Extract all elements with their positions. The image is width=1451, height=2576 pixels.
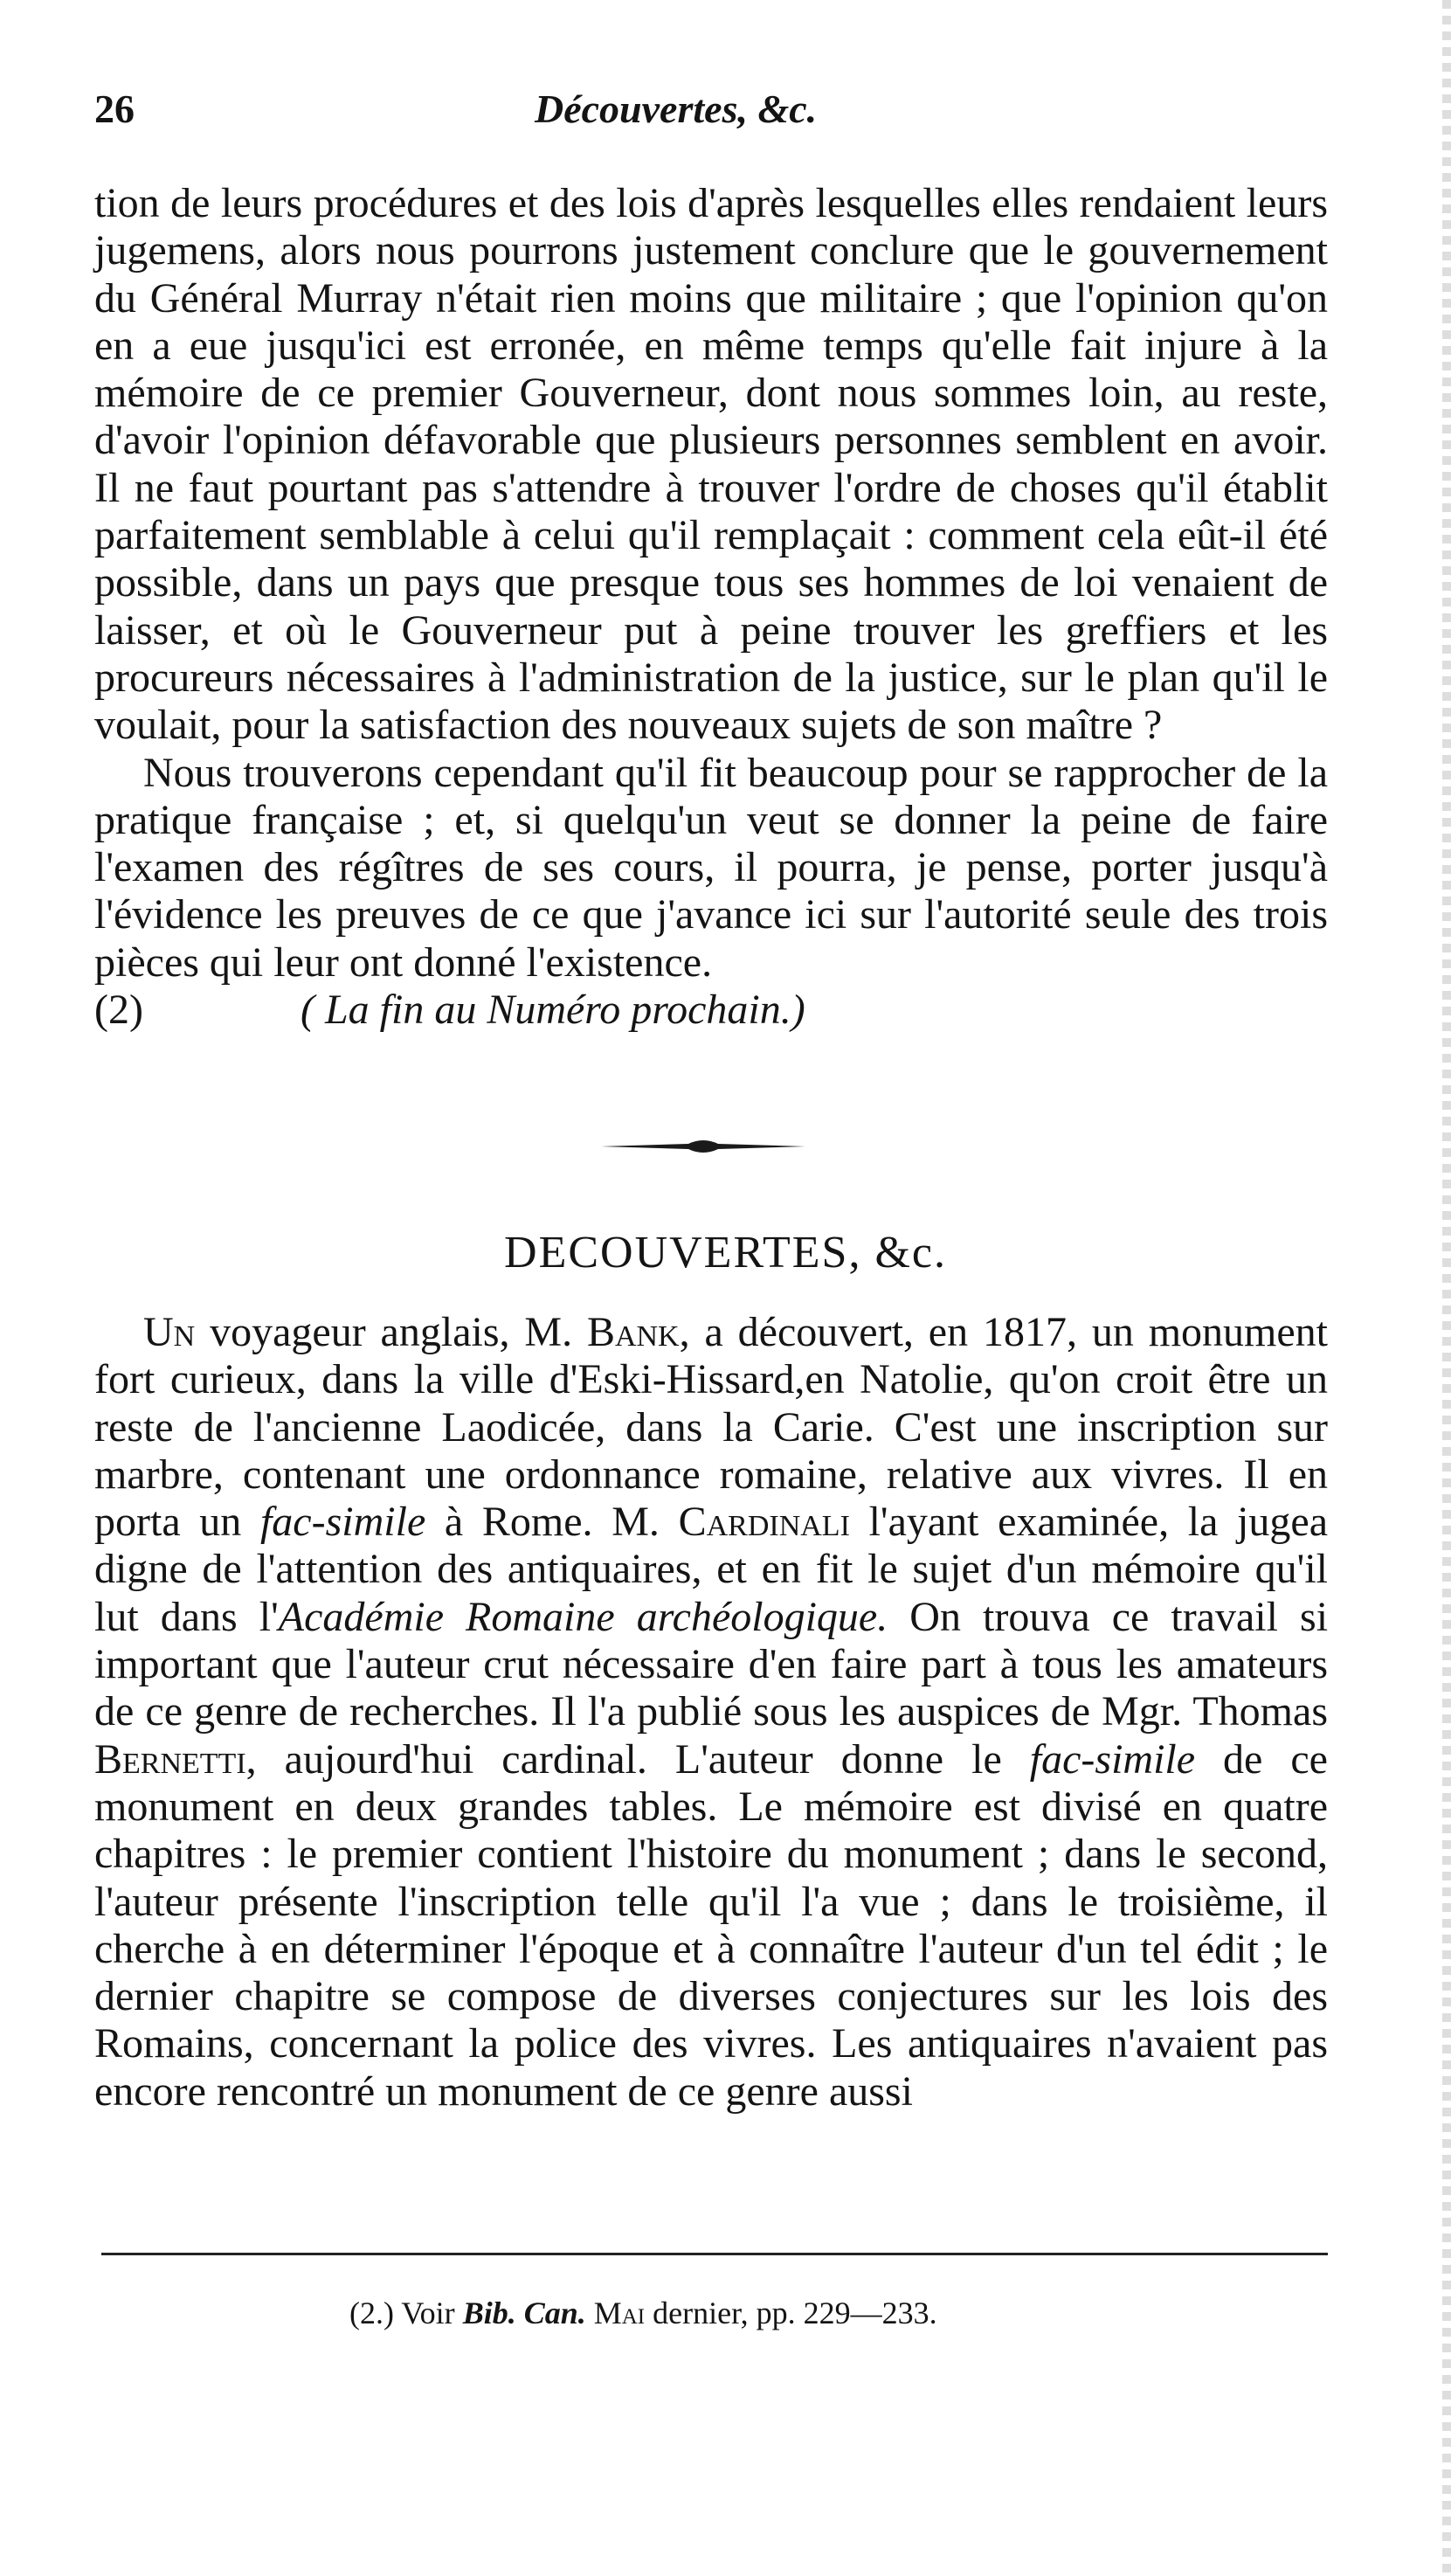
footnote-reference: (2) xyxy=(94,987,143,1034)
month-name: Mai xyxy=(593,2296,646,2330)
footnote-rule xyxy=(101,2253,1328,2255)
page-number: 26 xyxy=(94,87,135,131)
article-decouvertes xyxy=(94,1309,1328,2116)
paragraph: Nous trouverons cependant qu'il fit beaucoup pour se rapprocher de la pratique française ; et, si quelqu'un veut se donner la peine de faire l'examen des régîtres de ses cours, il pourra, je pense, porter jusqu'à l'évidence les preuves de ce que j'avance ici sur l'autorité seule des trois pièces qui leur ont donné l'existence. xyxy=(94,749,1328,986)
footnote: (2.) Voir Bib. Can. Mai dernier, pp. 229—233. xyxy=(349,2296,937,2330)
section-title: DECOUVERTES, &c. xyxy=(504,1228,947,1278)
person-name: Cardinali xyxy=(678,1499,850,1546)
page-header xyxy=(0,86,1451,147)
paragraph: Un voyageur anglais, M. Bank, a découvert, en 1817, un monument fort curieux, dans la ville d'Eski-Hissard,en Natolie, qu'on croit être un reste de l'ancienne Laodicée, dans la Carie. C'est une inscription sur marbre, contenant une ordonnance romaine, relative aux vivres. Il en porta un fac-simile à Rome. M. Cardinali l'ayant examinée, la jugea digne de l'attention des antiquaires, et en fit le sujet d'un mémoire qu'il lut dans l'Académie Romaine archéologique. On trouva ce travail si important que l'auteur crut nécessaire d'en faire part à tous les amateurs de ce genre de recherches. Il l'a publié sous les auspices de Mgr. Thomas Bernetti, aujourd'hui cardinal. L'auteur donne le fac-simile de ce monument en deux grandes tables. Le mémoire est divisé en quatre chapitres : le premier contient l'histoire du monument ; dans le second, l'auteur présente l'inscription telle qu'il l'a vue ; dans le troisième, il cherche à en déterminer l'époque et à connaître l'auteur d'un tel édit ; le dernier chapitre se compose de diverses conjectures sur les lois des Romains, concernant la police des vivres. Les antiquaires n'avaient pas encore rencontré un monument de ce genre aussi xyxy=(94,1309,1329,2115)
page-edge xyxy=(1442,0,1451,2576)
italic-term: fac-simile xyxy=(259,1499,426,1546)
opening-word: Un xyxy=(143,1309,196,1355)
person-name: Bank xyxy=(586,1309,680,1355)
continuation-note: ( La fin au Numéro prochain.) xyxy=(300,987,805,1034)
ornament-divider xyxy=(601,1134,805,1159)
paragraph: tion de leurs procédures et des lois d'après lesquelles elles rendaient leurs jugemens, alors nous pourrons justement conclure que le gouvernement du Général Murray n'était rien moins que militaire ; que l'opinion qu'on en a eue jusqu'ici est erronée, en même temps qu'elle fait injure à la mémoire de ce premier Gouverneur, dont nous sommes loin, au reste, d'avoir l'opinion défavorable que plusieurs personnes semblent en avoir. Il ne faut pourtant pas s'attendre à trouver l'ordre de choses qu'il établit parfaitement semblable à celui qu'il remplaçait : comment cela eût-il été possible, dans un pays que presque tous ses hommes de loi venaient de laisser, et où le Gouverneur put à peine trouver les greffiers et les procureurs nécessaires à l'administration de la justice, sur le plan qu'il le voulait, pour la satisfaction des nouveaux sujets de son maître ? xyxy=(94,180,1328,749)
italic-term: fac-simile xyxy=(1029,1735,1196,1783)
article-continuation xyxy=(94,180,1328,1034)
person-name: Bernetti xyxy=(94,1735,246,1783)
running-head: Découvertes, &c. xyxy=(535,87,818,131)
journal-title: Bib. Can. xyxy=(462,2296,586,2330)
italic-term: Académie Romaine archéologique. xyxy=(278,1593,888,1640)
closing-line xyxy=(94,987,1328,1034)
